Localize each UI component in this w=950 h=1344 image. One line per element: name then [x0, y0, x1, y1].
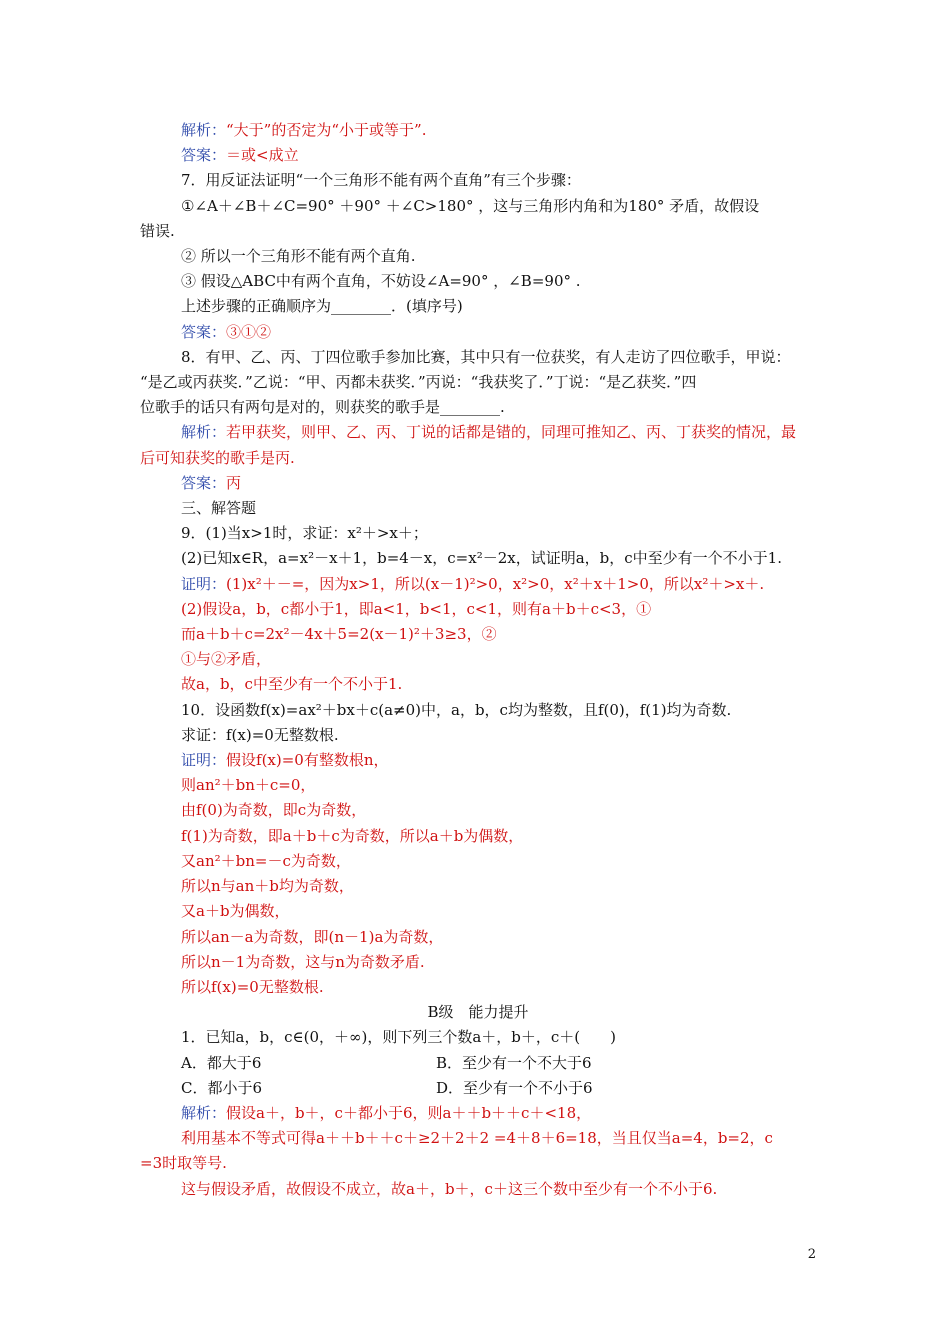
- text-line: [140, 672, 816, 697]
- line-text: ＝或<成立: [226, 146, 299, 165]
- line-text: “是乙或丙获奖．”乙说：“甲、丙都未获奖．”丙说：“我获奖了．”丁说：“是乙获奖．”四: [140, 373, 697, 392]
- analysis-line: 利用基本不等式可得a＋＋b＋＋c＋≥2＋2＋2 =4＋8＋6=18，当且仅当a=4，b=2，c: [181, 1129, 773, 1148]
- line-text: 丙: [226, 473, 242, 492]
- text-line: [140, 597, 816, 622]
- line-text: 9．(1)当x>1时，求证：x²＋>x＋；: [181, 524, 428, 543]
- text-line: [140, 572, 816, 597]
- line-label: 证明：: [181, 751, 227, 770]
- analysis-text: 假设a＋，b＋，c＋都小于6，则a＋＋b＋＋c＋<18，: [226, 1103, 592, 1122]
- section-heading: B级 能力提升: [427, 1003, 529, 1022]
- analysis-line: 这与假设矛盾，故假设不成立，故a＋，b＋，c＋这三个数中至少有一个不小于6.: [181, 1179, 718, 1198]
- line-text: 10．设函数f(x)=ax²＋bx＋c(a≠0)中，a，b，c均为整数，且f(0)，f(1)均为奇数.: [181, 700, 732, 719]
- text-line: [140, 748, 816, 773]
- text-line: [140, 824, 816, 849]
- line-label: 答案：: [181, 146, 227, 165]
- line-label: 解析：: [181, 121, 227, 139]
- analysis-label: 解析：: [181, 1103, 227, 1122]
- text-line: [140, 950, 816, 975]
- text-line: [140, 294, 816, 319]
- option-a: A．都大于6: [181, 1053, 262, 1072]
- line-text: 故a，b，c中至少有一个不小于1.: [181, 675, 403, 694]
- line-text: f(1)为奇数，即a＋b＋c为奇数，所以a＋b为偶数，: [181, 826, 524, 845]
- text-line: [140, 798, 816, 823]
- text-line: [140, 118, 816, 143]
- line-text: 8．有甲、乙、丙、丁四位歌手参加比赛，其中只有一位获奖，有人走访了四位歌手，甲说：: [181, 347, 791, 366]
- text-line: [140, 370, 816, 395]
- line-text: ①∠A＋∠B＋∠C=90° ＋90° ＋∠C>180° ，这与三角形内角和为180° 矛盾，故假设: [181, 196, 760, 215]
- line-text: 若甲获奖，则甲、乙、丙、丁说的话都是错的，同理可推知乙、丙、丁获奖的情况，最: [226, 423, 797, 442]
- analysis-line: [140, 1101, 816, 1126]
- text-line: [140, 219, 816, 244]
- text-line: [140, 622, 816, 647]
- option-d: D．至少有一个不小于6: [436, 1078, 593, 1097]
- option-b: B．至少有一个不大于6: [436, 1053, 592, 1072]
- line-label: 答案：: [181, 322, 227, 341]
- line-label: 答案：: [181, 473, 227, 492]
- line-label: 解析：: [181, 423, 227, 442]
- line-text: “大于”的否定为“小于或等于”.: [226, 121, 427, 139]
- line-text: 三、解答题: [181, 499, 257, 518]
- text-line: [140, 244, 816, 269]
- text-line: [140, 320, 816, 345]
- line-text: (1)x²＋－=，因为x>1，所以(x－1)²>0，x²>0，x²＋x＋1>0，所以x²＋>x＋.: [226, 574, 765, 593]
- options-row-2: [140, 1076, 816, 1101]
- line-text: 位歌手的话只有两句是对的，则获奖的歌手是________.: [140, 398, 505, 417]
- text-line: [140, 446, 816, 471]
- line-text: 而a＋b＋c=2x²－4x＋5=2(x－1)²＋3≥3，②: [181, 625, 497, 644]
- line-text: 7．用反证法证明“一个三角形不能有两个直角”有三个步骤：: [181, 171, 581, 190]
- text-line: [140, 647, 816, 672]
- line-text: ③ 假设△ABC中有两个直角，不妨设∠A=90° ，∠B=90° .: [181, 272, 581, 291]
- line-label: 证明：: [181, 574, 227, 593]
- text-line: [140, 698, 816, 723]
- question-stem: 1．已知a，b，c∈(0，＋∞)，则下列三个数a＋，b＋，c＋( ): [181, 1028, 616, 1047]
- line-text: 又a＋b为偶数，: [181, 902, 290, 921]
- line-text: 所以an－a为奇数，即(n－1)a为奇数，: [181, 927, 444, 946]
- text-line: [140, 521, 816, 546]
- text-line: [140, 849, 816, 874]
- line-text: ①与②矛盾，: [181, 650, 272, 669]
- text-line: [140, 420, 816, 445]
- text-line: [140, 773, 816, 798]
- line-text: 错误.: [140, 221, 175, 240]
- line-text: 由f(0)为奇数，即c为奇数，: [181, 801, 367, 820]
- text-line: [140, 194, 816, 219]
- line-text: 所以f(x)=0无整数根.: [181, 977, 324, 996]
- text-line: [140, 395, 816, 420]
- text-line: [140, 925, 816, 950]
- text-lines: [140, 118, 816, 1000]
- text-line: [140, 899, 816, 924]
- line-text: ③①②: [226, 322, 272, 341]
- line-text: 则an²＋bn＋c=0，: [181, 776, 316, 795]
- text-line: [140, 546, 816, 571]
- page-number: 2: [807, 1247, 816, 1262]
- text-line: [140, 143, 816, 168]
- document-body: [140, 118, 816, 1202]
- line-text: (2)已知x∈R，a=x²－x＋1，b=4－x，c=x²－2x，试证明a，b，c中至少有一个不小于1.: [181, 549, 782, 568]
- line-text: 所以n与an＋b均为奇数，: [181, 877, 354, 896]
- text-line: [140, 874, 816, 899]
- line-text: 求证：f(x)=0无整数根.: [181, 725, 339, 744]
- line-text: 上述步骤的正确顺序为________．(填序号): [181, 297, 463, 316]
- line-text: ② 所以一个三角形不能有两个直角.: [181, 247, 416, 266]
- text-line: [140, 168, 816, 193]
- line-text: 后可知获奖的歌手是丙.: [140, 448, 295, 467]
- text-line: [140, 471, 816, 496]
- analysis-line: =3时取等号.: [140, 1154, 227, 1173]
- options-row-1: [140, 1051, 816, 1076]
- line-text: 所以n－1为奇数，这与n为奇数矛盾.: [181, 952, 425, 971]
- line-text: 假设f(x)=0有整数根n，: [226, 751, 389, 770]
- line-text: (2)假设a，b，c都小于1，即a<1，b<1，c<1，则有a＋b＋c<3，①: [181, 599, 652, 618]
- text-line: [140, 496, 816, 521]
- text-line: [140, 723, 816, 748]
- text-line: [140, 269, 816, 294]
- text-line: [140, 975, 816, 1000]
- option-c: C．都小于6: [181, 1078, 263, 1097]
- line-text: 又an²＋bn=－c为奇数，: [181, 851, 351, 870]
- text-line: [140, 345, 816, 370]
